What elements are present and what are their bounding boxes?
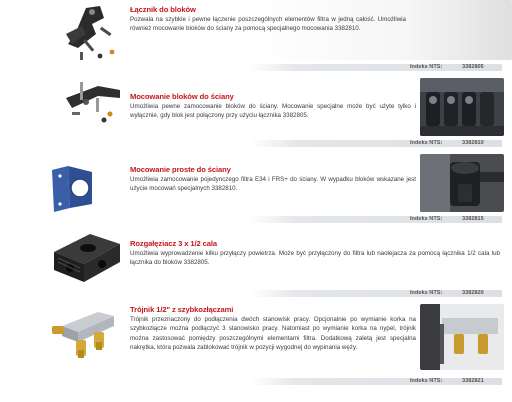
index-label: Indeks NTS: [410,64,443,70]
product-title: Rozgałęziacz 3 x 1/2 cala [130,239,217,248]
product-description: Umożliwia pewne zamocowanie bloków do ściany. Mocowanie specjalne może być użyte tylko i wyłącznie, gdy blok jest połączony przy użyciu łącznika 3382805. [130,103,416,120]
product-title: Mocowanie bloków do ściany [130,92,234,101]
index-code: 3382815 [462,216,484,222]
mounted-blocks-photo [420,78,504,136]
product-title: Mocowanie proste do ściany [130,165,231,174]
index-code: 3382821 [462,378,484,384]
index-label: Indeks NTS: [410,290,443,296]
index-bar [250,64,502,71]
product-section-block-wall-mount [0,76,512,152]
index-bar [250,216,502,223]
product-section-tee-coupler [0,302,512,402]
product-description: Trójnik przeznaczony do podłączenia dwóch stanowisk pracy. Opcjonalnie po wymianie korka na szybkozłącze można podłączyć 3 stanowisko pracy. Natomiast po wymianie korka na nypel, trójnik można zastosować pomiędzy poszczególnymi elementami filtra. Dodatkową zaletą jest specjalna nakrętka, która pozwala zablokować trójnik w pozycji wygodnej do wypinania węży. [130,316,416,352]
wall-mount-bracket-image [58,76,128,126]
product-description: Umożliwia zamocowanie pojedynczego filtra E34 i FRS+ do ściany. W wypadku bloków wskazane jest użycie mocowań specjalnych 3382810. [130,176,416,193]
product-section-manifold [0,228,512,302]
index-label: Indeks NTS: [410,216,443,222]
index-label: Indeks NTS: [410,140,443,146]
product-title: Łącznik do bloków [130,5,196,14]
index-code: 3382805 [462,64,484,70]
product-title: Trójnik 1/2" z szybkozłączami [130,305,234,314]
index-bar [250,140,502,147]
index-bar [250,378,502,385]
product-description: Pozwala na szybkie i pewne łączenie poszczególnych elementów filtra w jedną całość. Umożliwia również mocowanie bloków do ściany za pomocą specjalnego mocowania 3382810. [130,16,406,33]
simple-wall-bracket-image [48,164,104,214]
tee-coupler-image [50,306,126,366]
product-section-connector [0,0,512,76]
product-description: Umożliwia wyprowadzenie kilku przyłączy powietrza. Może być przyłączony do filtra lub naolejacza za pomocą łącznika 1/2 cala lub łącznika do bloków 3382805. [130,250,500,267]
manifold-block-image [50,228,124,286]
index-code: 3382820 [462,290,484,296]
index-bar [250,290,502,297]
product-section-simple-wall-mount [0,152,512,228]
index-label: Indeks NTS: [410,378,443,384]
block-connector-image [56,4,122,62]
tee-mounted-photo [420,304,504,370]
index-code: 3382810 [462,140,484,146]
mounted-filter-photo [420,154,504,212]
